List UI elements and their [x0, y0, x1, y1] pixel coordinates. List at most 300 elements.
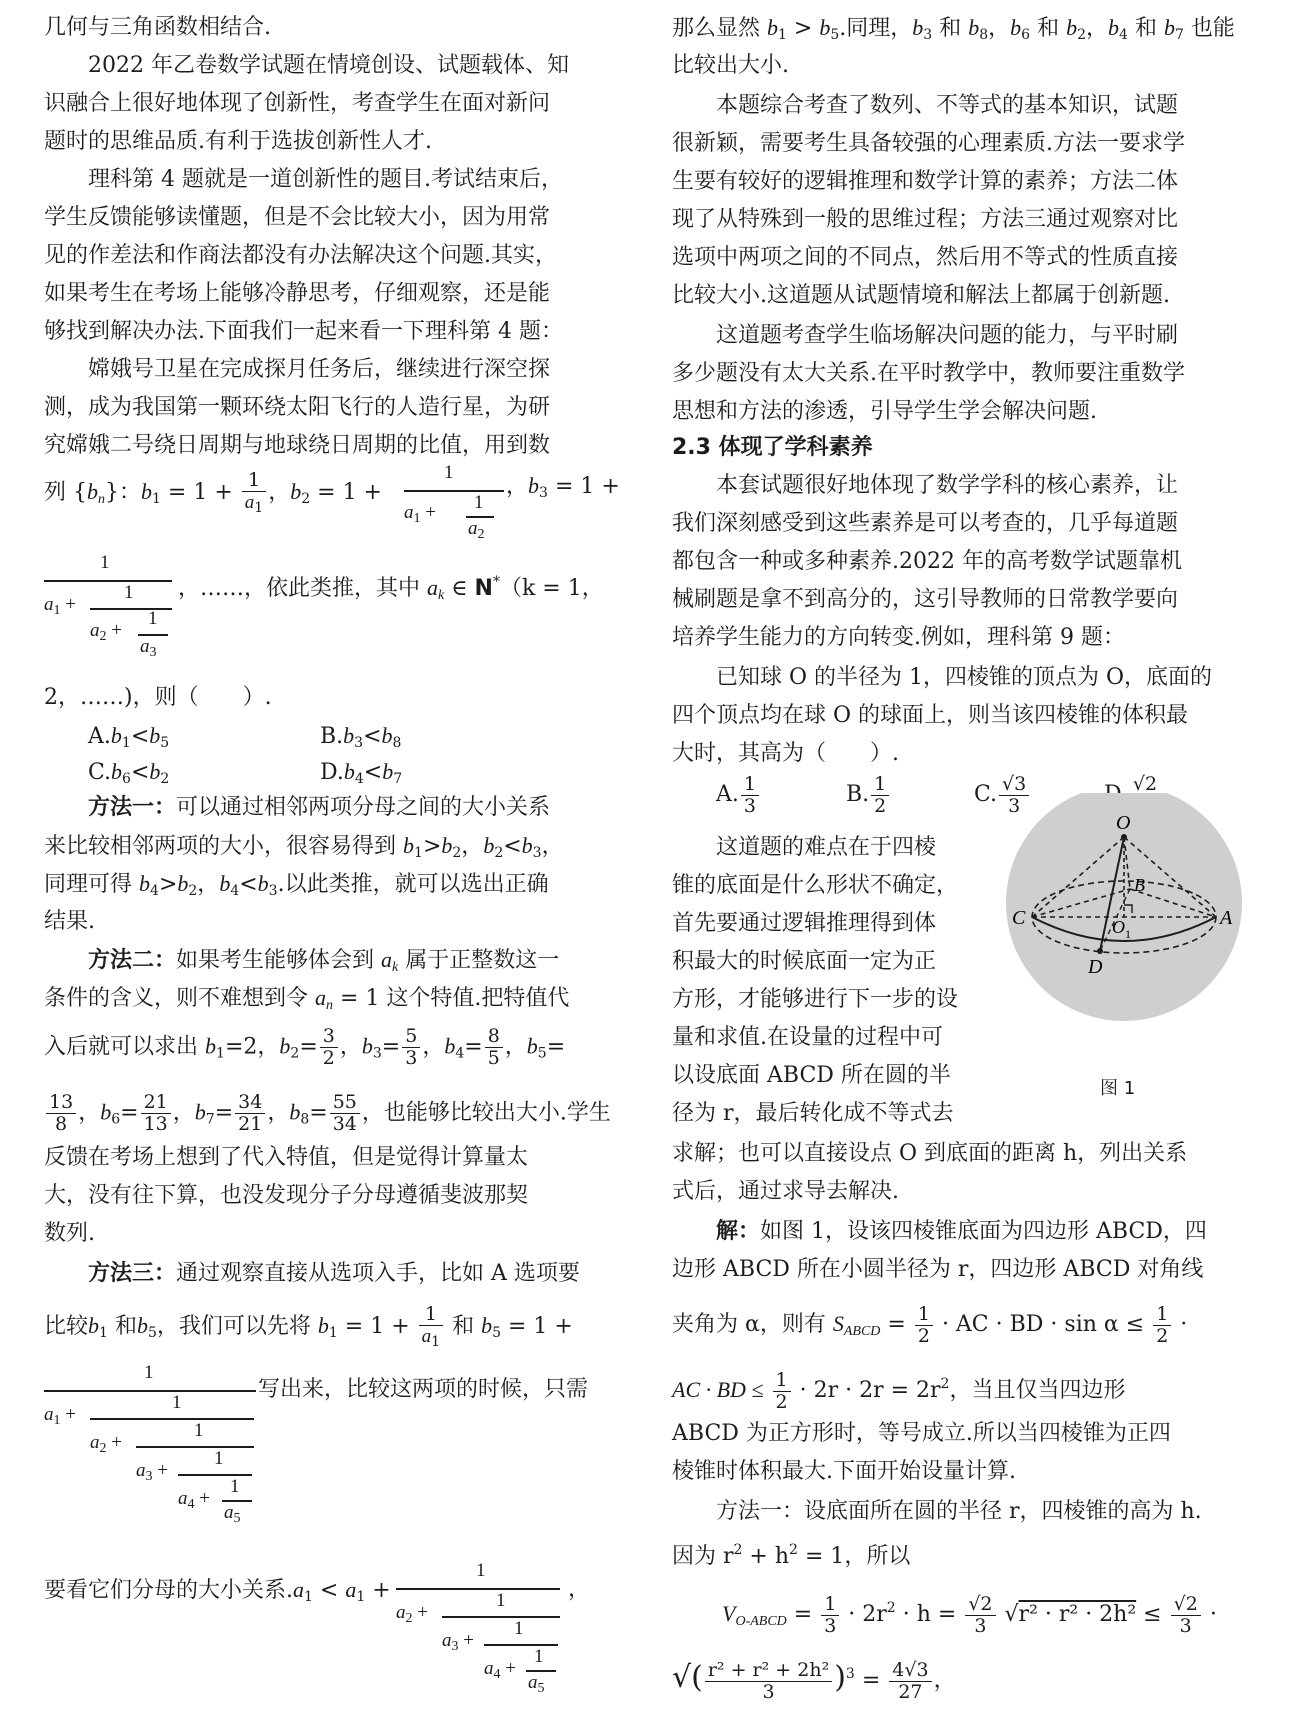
cf-num: 1 [124, 582, 134, 603]
fraction [705, 1660, 832, 1703]
math-sub: 1 [431, 1333, 441, 1350]
text: 夹角为 α，则有 [672, 1312, 826, 1337]
text-line: 生要有较好的逻辑推理和数学计算的素养；方法二体 [672, 169, 1179, 194]
text: ，也能够比较出大小.学生 [361, 1100, 611, 1126]
math-sub: 1 [254, 499, 264, 516]
text-line: 这道题的难点在于四棱 [716, 835, 937, 860]
text-line: 数列. [44, 1221, 95, 1246]
text-line: 比较出大小. [672, 53, 789, 78]
fraction [889, 1660, 931, 1703]
frac-num: 1 [821, 1594, 839, 1616]
math-var: a [421, 1325, 432, 1347]
math-op: < [239, 872, 258, 897]
text-line: 方法一：设底面所在圆的半径 r，四棱锥的高为 h. [716, 1499, 1202, 1524]
text: 那么显然 [672, 16, 761, 41]
text-line: 积最大的时候底面一定为正 [672, 949, 937, 974]
frac-num: 13 [46, 1092, 76, 1114]
fraction-bar [44, 580, 172, 582]
text: 要看它们分母的大小关系. [44, 1578, 293, 1603]
text: · 2r [848, 1602, 887, 1627]
math-sub: 3 [268, 883, 278, 899]
text: ， [988, 16, 1011, 41]
fraction: $\frac{1}{2}$ [1153, 1304, 1171, 1347]
math-sub: n [326, 998, 334, 1013]
text-line: 量和求值.在设量的过程中可 [672, 1025, 943, 1050]
point-d [1097, 948, 1103, 954]
cf-num: 1 [194, 1420, 204, 1441]
frac-den: 34 [332, 1112, 357, 1135]
fraction [402, 1026, 420, 1069]
math-op: · [1209, 1602, 1217, 1627]
text: 可以通过相邻两项分母之间的大小关系 [176, 795, 551, 820]
text-line: 理科第 4 题就是一道创新性的题目.考试结束后， [88, 167, 563, 192]
text: 和 [114, 1314, 137, 1340]
fib-values-line-2: $\frac{13}{8}$ ，$b_6=$ $\frac{21}{13}$ ，$b_7=$ $\frac{34}{21}$ ，$b_8=$ $\frac{55}{34}$ ，也能够比较出大小.学生 [44, 1092, 611, 1135]
fraction [46, 1092, 76, 1135]
fraction [141, 1092, 171, 1135]
fraction-bar [136, 1446, 254, 1448]
radical: √ [672, 1660, 692, 1695]
math-sub: 1 [152, 491, 161, 508]
text: （k = 1， [499, 576, 604, 601]
cf-num: 1 [172, 1392, 182, 1413]
text-line: 本题综合考查了数列、不等式的基本知识，试题 [716, 93, 1179, 118]
math-sub: 3 [354, 735, 364, 751]
text-line: 因为 $r^2 + h^2 = 1$，所以 [672, 1542, 911, 1569]
text: 也能 [1190, 16, 1235, 41]
fraction [242, 470, 266, 516]
math-sub: 4 [230, 883, 240, 899]
fraction [1171, 1594, 1201, 1637]
text-line: 见的作差法和作商法都没有办法解决这个问题.其实， [44, 243, 557, 268]
fraction: $\frac{1}{2}$ [773, 1370, 791, 1413]
text: }： [105, 480, 141, 506]
label-a: A [1220, 907, 1233, 929]
text-line: 已知球 O 的半径为 1，四棱锥的顶点为 O，底面的 [716, 665, 1213, 690]
text-line: 够找到解决办法.下面我们一起来看一下理科第 4 题： [44, 319, 563, 344]
text-line: 大，没有往下算，也没发现分子分母遵循斐波那契 [44, 1183, 529, 1208]
label-c: C [1012, 907, 1026, 929]
continued-fraction-compare: 1 $a_2$ + 1 $a_3$ + 1 $a_4$ + 1 $a_5$ [396, 1560, 566, 1710]
text: 和 [939, 16, 962, 41]
math-var: b [382, 759, 394, 784]
math-var: a [244, 491, 255, 513]
frac-den: 3 [1179, 1614, 1192, 1637]
text-line: 我们深刻感受到这些素养是可以考查的，几乎每道题 [672, 511, 1179, 536]
text: 比较 [44, 1314, 89, 1340]
math-line [506, 470, 620, 509]
frac-den: 5 [487, 1046, 500, 1069]
frac-num: 1 [242, 470, 266, 492]
fraction [485, 1026, 503, 1069]
fraction-bar [178, 1474, 252, 1476]
text: · AC · BD · sin α ≤ [941, 1312, 1145, 1337]
math-op: = 1 + [167, 480, 233, 506]
math-sub: 2 [160, 771, 170, 787]
text: + h [742, 1544, 790, 1569]
text-line: 反馈在考场上想到了代入特值，但是觉得计算量太 [44, 1145, 529, 1170]
text: ，……，依此类推，其中 [178, 576, 421, 601]
text-line: 识融合上很好地体现了创新性，考查学生在面对新问 [44, 91, 551, 116]
method-one-line [88, 792, 550, 824]
math-sub: 5 [160, 735, 170, 751]
math-sub: 2 [477, 527, 485, 542]
fraction-bar [396, 1588, 560, 1590]
math-var: b [441, 833, 453, 858]
option-label: C. [88, 760, 112, 785]
text-line: 几何与三角函数相结合. [44, 15, 271, 40]
continued-fraction-b2 [404, 462, 504, 542]
fraction: $\frac{1}{2}$ [915, 1304, 933, 1347]
math-sub: n [98, 492, 105, 508]
math-op: < [363, 724, 382, 749]
text: 入后就可以求出 [44, 1034, 199, 1060]
math-var: b [343, 723, 355, 748]
option-label: C. [974, 782, 998, 807]
value: 2 [243, 1034, 258, 1060]
sphere-pyramid-figure [1004, 793, 1244, 1103]
method-three-line [88, 1258, 580, 1290]
continued-fraction-b5: 1 $a_1$ + 1 $a_2$ + 1 $a_3$ + 1 $a_4$ + 1 $a_5$ [44, 1362, 256, 1532]
text-line: 嫦娥号卫星在完成探月任务后，继续进行深空探 [88, 357, 551, 382]
text-line: 首先要通过逻辑推理得到体 [672, 911, 937, 936]
radicand: r² · r² · 2h² [1018, 1602, 1137, 1627]
text-line: 比较$b_1$ 和$b_5$，我们可以先将 $b_1 = 1$ + $\frac{1}{a_1}$ 和 $b_5 = 1$ + [44, 1303, 573, 1350]
math-var: a [404, 502, 414, 523]
cf-num: 1 [230, 1476, 240, 1497]
option-label: B. [320, 724, 344, 749]
frac-num: 1 [871, 774, 889, 796]
text-line: 都包含一种或多种素养.2022 年的高考数学试题靠机 [672, 549, 1182, 574]
frac-den: 2 [874, 794, 887, 817]
math-sub: 1 [414, 845, 423, 861]
text-line: 径为 r，最后转化成不等式去 [672, 1101, 954, 1126]
math-var: b [257, 871, 269, 896]
text-line: 那么显然 $b_1 > b_5$.同理，$b_3$ 和 $b_8$，$b_6$ 和 $b_2$，$b_4$ 和 $b_7$ 也能 [672, 15, 1235, 43]
text-line [44, 982, 569, 1022]
option-b [846, 770, 891, 820]
method-title: 方法二： [88, 948, 177, 973]
frac-num: 1 [419, 1304, 443, 1326]
text-line: 大时，其高为（ ）. [672, 741, 899, 766]
text-line: 要看它们分母的大小关系$.a_1 < a_1$ + [44, 1577, 391, 1605]
math-var: b [149, 759, 161, 784]
text-line: 如果考生在考场上能够冷静思考，仔细观察，还是能 [44, 281, 551, 306]
text-line: 结果. [44, 909, 95, 934]
math-sub: 2 [99, 629, 107, 644]
math-var: b [219, 871, 231, 896]
option-label: B. [846, 782, 870, 807]
fraction-bar [442, 1616, 560, 1618]
label-o1: O [1112, 917, 1125, 937]
math-sub: 4 [354, 771, 364, 787]
text: AC · BD ≤ [672, 1377, 764, 1402]
math-var: b [343, 759, 355, 784]
fraction-bar [44, 1390, 256, 1392]
fraction [419, 1304, 443, 1350]
text-line: 同理可得 $b_4>b_2$，$b_4<b_3$.以此类推，就可以选出正确 [44, 871, 549, 899]
cf-num: 1 [474, 492, 484, 513]
cf-num: 1 [100, 552, 110, 573]
option-label: A. [716, 782, 739, 807]
math-line: 夹角为 α，则有 $S_{ABCD}$ = $\frac{1}{2}$ · AC · BD · sin α ≤ $\frac{1}{2}$ · [672, 1302, 1188, 1347]
radical: √ [1004, 1602, 1019, 1627]
math-op: = 1 + [317, 480, 382, 506]
frac-den: 13 [143, 1112, 168, 1135]
point-o [1121, 834, 1127, 840]
text-line: 多少题没有太大关系.在平时教学中，教师要注重数学 [672, 361, 1185, 386]
text-line: 究嫦娥二号绕日周期与地球绕日周期的比值，用到数 [44, 433, 551, 458]
math-var: a [468, 518, 478, 539]
fraction [235, 1092, 265, 1135]
text: ， [933, 1668, 956, 1693]
text-line: 边形 ABCD 所在小圆半径为 r，四边形 ABCD 对角线 [672, 1257, 1204, 1282]
frac-num: 5 [402, 1026, 420, 1048]
text: 同理可得 [44, 872, 133, 897]
text-line: 式后，通过求导去解决. [672, 1179, 899, 1204]
math-var: b [139, 871, 151, 896]
text-line: 棱锥时体积最大.下面开始设量计算. [672, 1459, 1016, 1484]
fraction [330, 1092, 360, 1135]
math-var: a [90, 620, 100, 641]
math-sub: 1 [121, 735, 131, 751]
cf-num: 1 [496, 1590, 506, 1611]
math-sup: * [492, 574, 500, 590]
math-var: b [149, 723, 161, 748]
label-o1-sub: 1 [1125, 927, 1131, 941]
text-line: 以设底面 ABCD 所在圆的半 [672, 1063, 951, 1088]
text-line: 方形，才能够进行下一步的设 [672, 987, 959, 1012]
text-line: 四个顶点均在球 O 的球面上，则当该四棱锥的体积最 [672, 703, 1189, 728]
text-line: 学生反馈能够读懂题，但是不会比较大小，因为用常 [44, 205, 551, 230]
text: 同理， [846, 16, 913, 41]
text: ， [1086, 16, 1109, 41]
text: 通过观察直接从选项入手，比如 A 选项要 [176, 1261, 580, 1286]
text-line: 来比较相邻两项的大小，很容易得到 $b_1>b_2$，$b_2<b_3$， [44, 833, 564, 861]
method-two-line: 方法二：如果考生能够体会到 $a_k$ 属于正整数这一 [88, 947, 560, 975]
frac-num: 34 [235, 1092, 265, 1114]
text: 以此类推，就可以选出正确 [284, 872, 549, 897]
text: 来比较相邻两项的大小，很容易得到 [44, 834, 397, 859]
fraction [965, 1594, 995, 1637]
math-var: b [141, 479, 152, 505]
frac-num: 3 [320, 1026, 338, 1048]
frac-den: 3 [974, 1614, 987, 1637]
math-var: a [140, 636, 150, 657]
math-op: < [503, 834, 522, 859]
frac-den: 3 [743, 794, 756, 817]
text: = 1 这个特值.把特值代 [340, 986, 570, 1011]
text-line: 本套试题很好地体现了数学学科的核心素养，让 [716, 473, 1179, 498]
math-var: b [381, 723, 393, 748]
frac-den: 21 [238, 1112, 263, 1135]
math-var: b [483, 833, 495, 858]
text-line: 选项中两项之间的不同点，然后用不等式的性质直接 [672, 245, 1179, 270]
text: 因为 r [672, 1544, 734, 1569]
text: 条件的含义，则不难想到令 [44, 986, 309, 1011]
text-line: 很新颖，需要考生具备较强的心理素质.方法一要求学 [672, 131, 1185, 156]
text: 如果考生能够体会到 [176, 948, 375, 973]
math-op: = [861, 1668, 881, 1693]
math-sub: 2 [301, 491, 311, 508]
frac-num: 21 [141, 1092, 171, 1114]
frac-num: √3 [999, 774, 1029, 796]
text-line: ABCD 为正方形时，等号成立.所以当四棱锥为正四 [672, 1421, 1171, 1446]
math-var: b [111, 759, 123, 784]
text: 属于正整数这一 [405, 948, 560, 973]
text-line: 这道题考查学生临场解决问题的能力，与平时刷 [716, 323, 1179, 348]
text: ， [568, 1577, 591, 1602]
math-set: N [474, 576, 493, 601]
math-line: AC · BD ≤ $\frac{1}{2}$ · $2r \cdot 2r = 2r^2$，当且仅当四边形 [672, 1368, 1126, 1413]
text-line: 比较大小.这道题从试题情境和解法上都属于创新题. [672, 283, 1170, 308]
continued-fraction-b3 [44, 552, 174, 662]
frac-num: 1 [741, 774, 759, 796]
frac-den: 27 [898, 1680, 923, 1703]
text: 和 [1134, 16, 1157, 41]
volume-formula-line-1: $V_{O-ABCD}$ = $\frac{1}{3}$ · $2r^2 \cdot h$ = $\frac{√2}{3}$ √r² · r² · 2h² ≤ $\frac{√2}{3}$ · [722, 1592, 1217, 1637]
sequence-definition-line [44, 470, 382, 516]
cf-num: 1 [514, 1618, 524, 1639]
solution-title: 解： [716, 1219, 761, 1244]
math-line: ，……，依此类推，其中 $a_k$ ∈ N*（k = 1， [178, 574, 604, 603]
text-line: 现了从特殊到一般的思维过程；方法三通过观察对比 [672, 207, 1179, 232]
frac-den: 3 [1008, 794, 1021, 817]
label-b: B [1134, 875, 1145, 895]
math-var: a [381, 947, 393, 972]
text: = 1，所以 [797, 1544, 911, 1569]
frac-den: 2 [322, 1046, 335, 1069]
math-op: = 1 + [554, 474, 620, 499]
text: 和 [1037, 16, 1060, 41]
frac-num: √2 [1171, 1594, 1201, 1616]
frac-den: 3 [824, 1614, 837, 1637]
text: · [1180, 1312, 1188, 1337]
math-op: > [158, 872, 178, 897]
math-sub: 2 [188, 883, 198, 899]
frac-den: 8 [55, 1112, 68, 1135]
cf-num: 1 [534, 1646, 544, 1667]
fraction [741, 774, 759, 817]
fib-values-line: 入后就可以求出 $b_1=2$，$b_2=$ $\frac{3}{2}$ ，$b_3=$ $\frac{5}{3}$ ，$b_4=$ $\frac{8}{5}$ ，$b_5=$ [44, 1025, 566, 1069]
text-line: 思想和方法的渗透，引导学生学会解决问题. [672, 399, 1097, 424]
fraction-bar [484, 1644, 558, 1646]
option-label: D. [320, 760, 344, 785]
math-op: < [130, 724, 150, 749]
option-a [88, 720, 169, 759]
math-op: > [422, 834, 442, 859]
cf-num: 1 [214, 1448, 224, 1469]
figure-caption: 图 1 [1100, 1078, 1136, 1099]
cf-num: 1 [144, 1362, 154, 1383]
text: 列 { [44, 480, 87, 506]
text: ，当且仅当四边形 [949, 1378, 1126, 1403]
math-var: b [528, 473, 540, 498]
option-a [716, 770, 761, 820]
cf-num: 1 [476, 1560, 486, 1581]
text: · h = [902, 1602, 957, 1627]
text-line: 写出来，比较这两项的时候，只需 [258, 1377, 589, 1402]
fraction-bar [404, 490, 504, 492]
math-sub: 2 [452, 845, 462, 861]
frac-num: 8 [485, 1026, 503, 1048]
fraction [821, 1594, 839, 1637]
text: ， [268, 480, 291, 506]
text: ， [506, 474, 529, 499]
text-line: 题时的思维品质.有利于选拔创新性人才. [44, 129, 432, 154]
frac-den: 3 [405, 1046, 418, 1069]
math-op: ≤ [1143, 1602, 1162, 1627]
frac-den: 3 [762, 1680, 775, 1703]
text: 如图 1，设该四棱锥底面为四边形 ABCD，四 [760, 1219, 1207, 1244]
math-op: < [363, 760, 383, 785]
math-sub: 3 [149, 645, 157, 660]
frac-num: √2 [1130, 774, 1160, 796]
solution-line [716, 1216, 1207, 1248]
math-sub: 3 [532, 845, 542, 861]
math-op: < [130, 760, 150, 785]
cf-num: 1 [444, 462, 454, 483]
math-var: b [521, 833, 533, 858]
option-label: A. [88, 724, 111, 749]
fraction-bar [90, 1418, 254, 1420]
text: ，我们可以先将 [156, 1314, 311, 1340]
frac-num: √2 [965, 1594, 995, 1616]
math-var: b [177, 871, 189, 896]
fraction-bar [90, 608, 172, 610]
text-line: 培养学生能力的方向转变.例如，理科第 9 题： [672, 625, 1125, 650]
math-sup: 3 [845, 1666, 855, 1682]
math-var: a [44, 594, 54, 615]
option-d: $D.b_4<b_7$ [320, 759, 403, 787]
method-title: 方法一： [88, 795, 177, 820]
option-b: $B.b_3<b_8$ [320, 723, 402, 751]
text-line: 测，成为我国第一颗环绕太阳飞行的人造行星，为研 [44, 395, 551, 420]
math-sub: 1 [53, 603, 61, 618]
math-var: b [110, 723, 122, 748]
text-line: 械刷题是拿不到高分的，这引导教师的日常教学要向 [672, 587, 1179, 612]
math-var: b [403, 833, 415, 858]
text-line: 2022 年乙卷数学试题在情境创设、试题载体、知 [88, 53, 569, 78]
frac-num: 4√3 [889, 1660, 931, 1682]
math-op: + [425, 502, 436, 523]
math-sub: 1 [413, 511, 421, 526]
text-line: 求解；也可以直接设点 O 到底面的距离 h，列出关系 [672, 1141, 1188, 1166]
fraction [871, 774, 889, 817]
math-sub: O-ABCD [735, 1614, 787, 1629]
math-var: b [87, 479, 98, 505]
method-title: 方法三： [88, 1261, 177, 1286]
math-op: + [111, 620, 122, 641]
math-sub: 3 [539, 485, 548, 501]
frac-num: r² + r² + 2h² [705, 1660, 832, 1682]
volume-formula-line-2: √( $\frac{\text{r² + r² + 2h²}}{3}$ )$^3$ = $\frac{4√3}{27}$ ， [672, 1658, 956, 1703]
text-line: 锥的底面是什么形状不确定， [672, 873, 959, 898]
option-c: $C.b_6<b_2$ [88, 759, 170, 787]
frac-num: 55 [330, 1092, 360, 1114]
cf-num: 1 [148, 608, 158, 629]
math-op: ∈ [451, 576, 468, 601]
math-var: a [427, 575, 439, 600]
math-sub: 2 [494, 845, 504, 861]
math-sub: 4 [150, 883, 159, 899]
text-line: 2，……)，则（ ）. [44, 685, 272, 710]
label-o: O [1116, 812, 1131, 834]
label-d: D [1088, 956, 1103, 978]
math-op: + [65, 594, 76, 615]
math-var: b [290, 479, 302, 505]
fraction [320, 1026, 338, 1069]
